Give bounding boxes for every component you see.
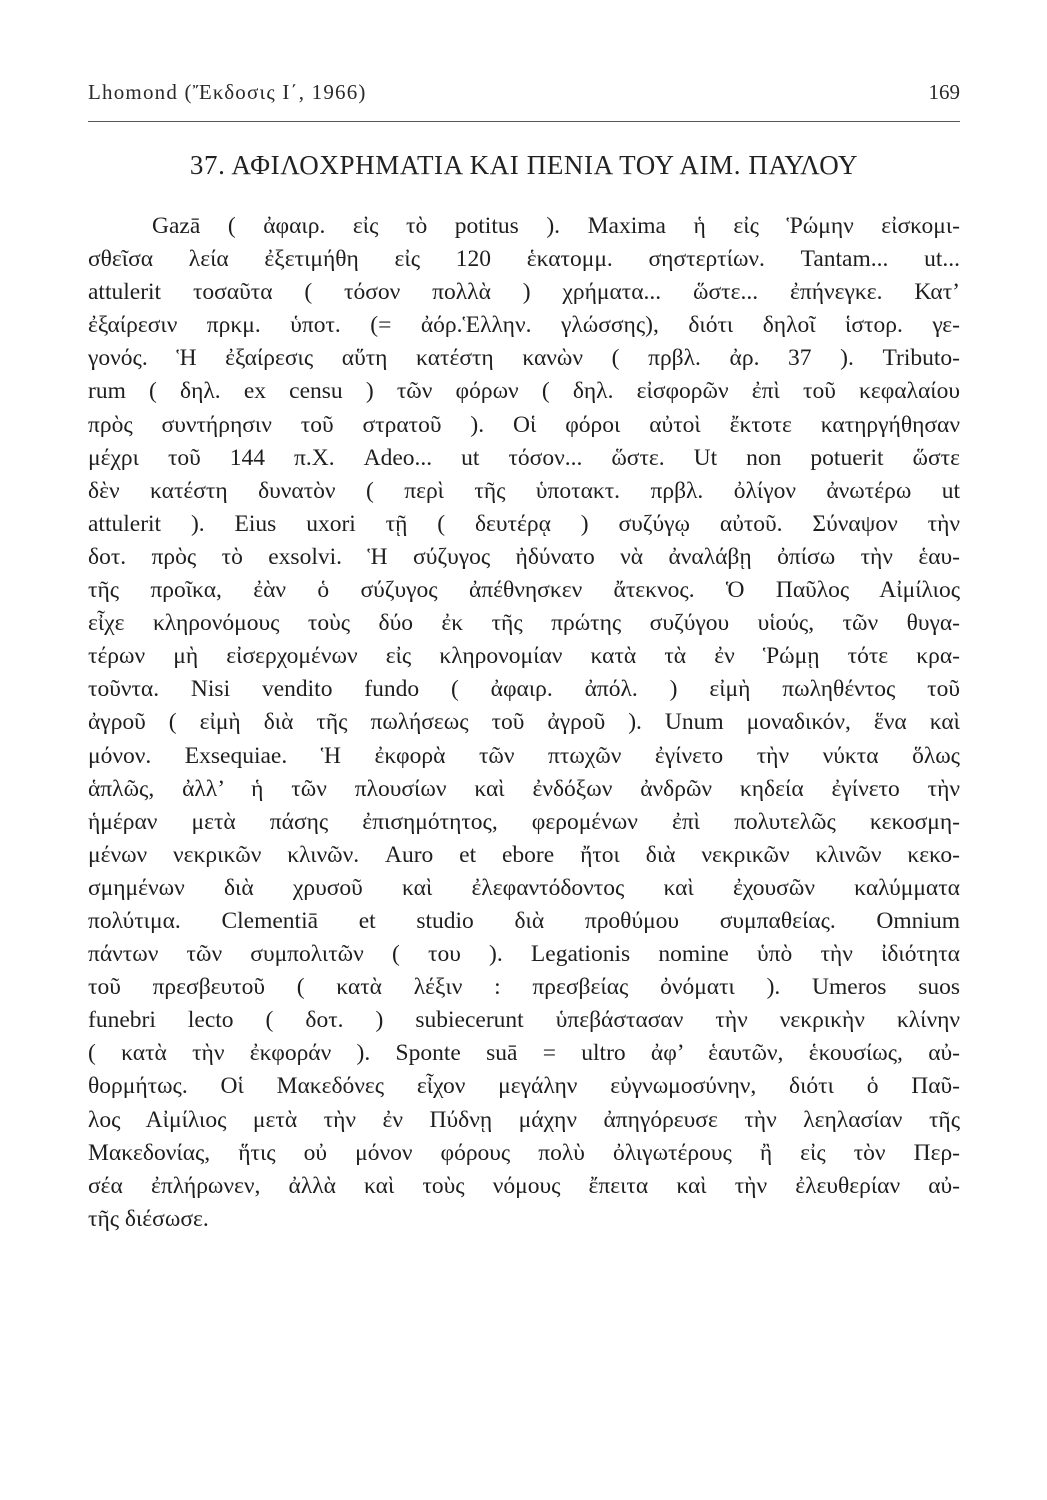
text-line: τῆς προῖκα, ἐὰν ὁ σύζυγος ἀπέθνησκεν ἄτεκνος. Ὁ Παῦλος Αἰμίλιος bbox=[88, 577, 960, 604]
text-line: attulerit ). Eius uxori τῇ ( δευτέρᾳ ) συζύγῳ αὐτοῦ. Σύναψον τὴν bbox=[88, 510, 960, 537]
running-head: Lhomond (Ἔκδοσις Ι΄, 1966) bbox=[88, 80, 367, 104]
text-line: ἡμέραν μετὰ πάσης ἐπισημότητος, φερομένων ἐπὶ πολυτελῶς κεκοσμη- bbox=[88, 808, 960, 835]
header-rule bbox=[88, 121, 960, 122]
text-line: πάντων τῶν συμπολιτῶν ( του ). Legationis nomine ὑπὸ τὴν ἰδιότητα bbox=[88, 941, 960, 968]
text-line: τοῦντα. Nisi vendito fundo ( ἀφαιρ. ἀπόλ. ) εἰμὴ πωληθέντος τοῦ bbox=[88, 676, 960, 703]
page-number: 169 bbox=[928, 80, 960, 104]
section-title: 37. ΑΦΙΛΟΧΡΗΜΑΤΙΑ ΚΑΙ ΠΕΝΙΑ ΤΟΥ ΑΙΜ. ΠΑΥΛΟΥ bbox=[189, 150, 859, 180]
text-line: γονός. Ἡ ἐξαίρεσις αὕτη κατέστη κανὼν ( πρβλ. ἀρ. 37 ). Tributo- bbox=[88, 345, 960, 372]
text-line: μένων νεκρικῶν κλινῶν. Auro et ebore ἤτοι διὰ νεκρικῶν κλινῶν κεκο- bbox=[88, 841, 960, 868]
text-line: τῆς διέσωσε. bbox=[88, 1205, 209, 1232]
text-line: ( κατὰ τὴν ἐκφοράν ). Sponte suā = ultro ἀφ’ ἑαυτῶν, ἑκουσίως, αὐ- bbox=[88, 1040, 960, 1067]
text-line: λος Αἰμίλιος μετὰ τὴν ἐν Πύδνῃ μάχην ἀπηγόρευσε τὴν λεηλασίαν τῆς bbox=[88, 1106, 960, 1133]
text-line: σμημένων διὰ χρυσοῦ καὶ ἐλεφαντόδοντος καὶ ἐχουσῶν καλύμματα bbox=[88, 874, 960, 901]
text-line: σθεῖσα λεία ἐξετιμήθη εἰς 120 ἑκατομμ. σηστερτίων. Tantam... ut... bbox=[88, 246, 960, 273]
text-line: πολύτιμα. Clementiā et studio διὰ προθύμου συμπαθείας. Omnium bbox=[88, 907, 960, 934]
text-line: funebri lecto ( δοτ. ) subiecerunt ὑπεβάστασαν τὴν νεκρικὴν κλίνην bbox=[88, 1007, 960, 1034]
text-line: ἁπλῶς, ἀλλ’ ἡ τῶν πλουσίων καὶ ἐνδόξων ἀνδρῶν κηδεία ἐγίνετο τὴν bbox=[88, 775, 960, 802]
text-line: μέχρι τοῦ 144 π.Χ. Adeo... ut τόσον... ὥστε. Ut non potuerit ὥστε bbox=[88, 444, 960, 471]
text-line: attulerit τοσαῦτα ( τόσον πολλὰ ) χρήματα... ὥστε... ἐπήνεγκε. Κατ’ bbox=[88, 279, 960, 306]
text-line: ἐξαίρεσιν πρκμ. ὑποτ. (= ἀόρ.Ἑλλην. γλώσσης), διότι δηλοῖ ἱστορ. γε- bbox=[88, 312, 960, 339]
text-line: θορμήτως. Οἱ Μακεδόνες εἶχον μεγάλην εὐγνωμοσύνην, διότι ὁ Παῦ- bbox=[88, 1073, 960, 1100]
text-line: ἀγροῦ ( εἰμὴ διὰ τῆς πωλήσεως τοῦ ἀγροῦ ). Unum μοναδικόν, ἕνα καὶ bbox=[88, 709, 960, 736]
commentary-text bbox=[88, 210, 960, 1236]
text-line: πρὸς συντήρησιν τοῦ στρατοῦ ). Οἱ φόροι αὐτοὶ ἔκτοτε κατηργήθησαν bbox=[88, 411, 960, 438]
text-line: εἶχε κληρονόμους τοὺς δύο ἐκ τῆς πρώτης συζύγου υἱούς, τῶν θυγα- bbox=[88, 610, 960, 637]
page-header bbox=[88, 80, 960, 114]
text-line: σέα ἐπλήρωνεν, ἀλλὰ καὶ τοὺς νόμους ἔπειτα καὶ τὴν ἐλευθερίαν αὐ- bbox=[88, 1172, 960, 1199]
text-line: Gazā ( ἀφαιρ. εἰς τὸ potitus ). Maxima ἡ εἰς Ῥώμην εἰσκομι- bbox=[152, 213, 960, 239]
text-line: δὲν κατέστη δυνατὸν ( περὶ τῆς ὑποτακτ. πρβλ. ὀλίγον ἀνωτέρω ut bbox=[88, 477, 960, 504]
text-line: Μακεδονίας, ἥτις οὐ μόνον φόρους πολὺ ὀλιγωτέρους ἢ εἰς τὸν Περ- bbox=[88, 1139, 960, 1166]
text-line: μόνον. Exsequiae. Ἡ ἐκφορὰ τῶν πτωχῶν ἐγίνετο τὴν νύκτα ὅλως bbox=[88, 742, 960, 769]
text-line: τέρων μὴ εἰσερχομένων εἰς κληρονομίαν κατὰ τὰ ἐν Ῥώμῃ τότε κρα- bbox=[88, 643, 960, 670]
text-line: δοτ. πρὸς τὸ exsolvi. Ἡ σύζυγος ἠδύνατο νὰ ἀναλάβῃ ὀπίσω τὴν ἑαυ- bbox=[88, 543, 960, 570]
text-line: rum ( δηλ. ex censu ) τῶν φόρων ( δηλ. εἰσφορῶν ἐπὶ τοῦ κεφαλαίου bbox=[88, 378, 960, 405]
text-line: τοῦ πρεσβευτοῦ ( κατὰ λέξιν : πρεσβείας ὀνόματι ). Umeros suos bbox=[88, 974, 960, 1001]
